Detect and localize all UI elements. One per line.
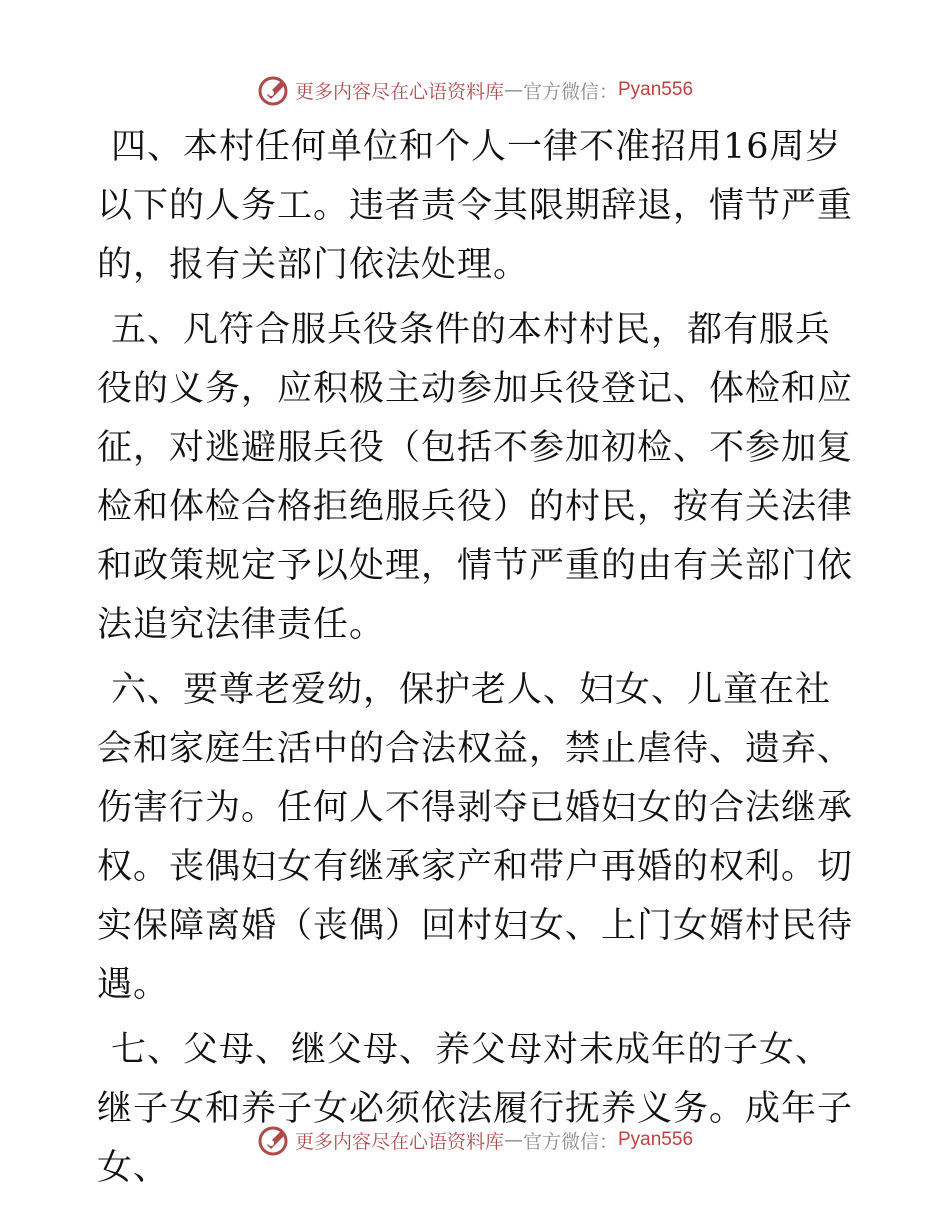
- brand-logo-icon: [257, 1123, 291, 1157]
- brand-text: 更多内容尽在心语资料库: [294, 80, 504, 103]
- official-label: 官方微信：: [522, 80, 618, 103]
- document-body: [97, 118, 857, 1202]
- header-watermark-banner: [0, 70, 950, 110]
- paragraph-six: 六、要尊老爱幼，保护老人、妇女、儿童在社会和家庭生活中的合法权益，禁止虐待、遗弃、伤害行为。任何人不得剥夺已婚妇女的合法继承权。丧偶妇女有继承家产和带户再婚的权利。切实保障离婚（丧偶）回村妇女、上门女婿村民待遇。: [97, 670, 854, 1005]
- brand-logo-icon: [257, 73, 291, 107]
- footer-watermark-banner: [0, 1120, 950, 1160]
- wechat-id: Pyan556: [618, 79, 694, 100]
- paragraph-five: 五、凡符合服兵役条件的本村村民，都有服兵役的义务，应积极主动参加兵役登记、体检和应征，对逃避服兵役（包括不参加初检、不参加复检和体检合格拒绝服兵役）的村民，按有关法律和政策规定予以处理，情节严重的由有关部门依法追究法律责任。: [97, 310, 854, 645]
- banner-separator: —: [503, 79, 523, 101]
- wechat-id: Pyan556: [618, 1129, 694, 1150]
- paragraph-seven: 七、父母、继父母、养父母对未成年的子女、继子女和养子女必须依法履行抚养义务。成年子女、: [97, 1030, 854, 1188]
- brand-text: 更多内容尽在心语资料库: [294, 1130, 504, 1153]
- official-label: 官方微信：: [522, 1130, 618, 1153]
- paragraph-four: 四、本村任何单位和个人一律不准招用16周岁以下的人务工。违者责令其限期辞退，情节严重的，报有关部门依法处理。: [97, 127, 854, 285]
- banner-separator: —: [503, 1129, 523, 1151]
